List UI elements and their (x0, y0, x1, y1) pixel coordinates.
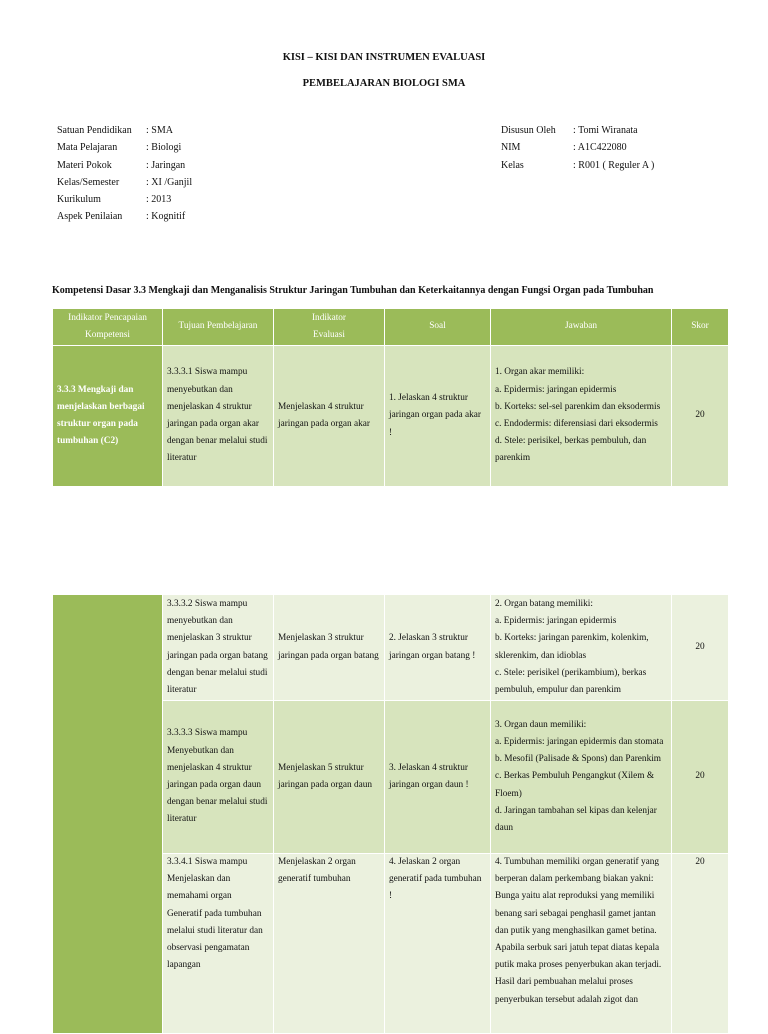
tujuan-cell: 3.3.3.1 Siswa mampu menyebutkan dan menjelaskan 4 struktur jaringan pada organ akar dengan benar melalui studi literatur (163, 346, 274, 487)
meta-label: Kelas/Semester (57, 176, 120, 188)
document-subtitle: PEMBELAJARAN BIOLOGI SMA (302, 78, 466, 89)
indikator-cell (53, 595, 163, 1034)
meta-value: : 2013 (146, 194, 172, 206)
skor-cell: 20 (672, 346, 729, 487)
meta-row (57, 191, 192, 208)
meta-value: : XI /Ganjil (146, 176, 193, 188)
meta-left (57, 122, 192, 226)
meta-row (57, 122, 192, 139)
meta-value: : Kognitif (146, 211, 186, 223)
evaluation-table (52, 308, 729, 487)
meta-value: : R001 ( Reguler A ) (573, 159, 655, 171)
meta-label: Disusun Oleh (501, 125, 556, 136)
jawaban-cell: 1. Organ akar memiliki: a. Epidermis: jaringan epidermis b. Korteks: sel-sel parenkim dan eksodermis c. Endodermis: diferensiasi dari eksodermis d. Stele: perisikel, berkas pembuluh, dan parenkim (491, 346, 672, 487)
meta-value: : Jaringan (146, 159, 186, 171)
meta-label: Kurikulum (57, 194, 101, 206)
header-indikator-pencapaian: Indikator Pencapaian Kompetensi (53, 309, 163, 346)
tujuan-cell: 3.3.3.3 Siswa mampu Menyebutkan dan menjelaskan 4 struktur jaringan pada organ daun dengan benar melalui studi literatur (163, 701, 274, 854)
meta-row (57, 139, 192, 156)
evaluasi-cell: Menjelaskan 4 struktur jaringan pada organ akar (274, 346, 385, 487)
meta-label: NIM (501, 142, 521, 154)
meta-label: Materi Pokok (57, 159, 112, 171)
jawaban-cell: 4. Tumbuhan memiliki organ generatif yang berperan dalam perkembang biakan yakni: Bunga yaitu alat reproduksi yang memiliki benang sari sebagai penghasil gamet jantan dan putik yang menghasilkan gamet betina. Apabila serbuk sari jatuh tepat diatas kepala putik maka proses penyerbukan akan terjadi. Hasil dari pembuahan melalui proses penyerbukan tersebut adalah zigot dan (491, 854, 672, 1034)
jawaban-cell: 2. Organ batang memiliki: a. Epidermis: jaringan epidermis b. Korteks: jaringan parenkim, kolenkim, sklerenkim, dan idioblas c. Stele: perisikel (perikambium), berkas pembuluh, empulur dan parenkim (491, 595, 672, 701)
meta-value: : Tomi Wiranata (573, 125, 638, 136)
meta-row (501, 122, 654, 139)
indikator-cell: 3.3.3 Mengkaji dan menjelaskan berbagai struktur organ pada tumbuhan (C2) (53, 346, 163, 487)
table-row (53, 346, 729, 487)
meta-right (501, 122, 654, 174)
soal-cell: 2. Jelaskan 3 struktur jaringan organ batang ! (385, 595, 491, 701)
soal-cell: 4. Jelaskan 2 organ generatif pada tumbuhan ! (385, 854, 491, 1034)
evaluasi-cell: Menjelaskan 3 struktur jaringan pada organ batang (274, 595, 385, 701)
skor-cell: 20 (672, 854, 729, 1034)
meta-label: Mata Pelajaran (57, 142, 118, 154)
header-skor: Skor (672, 309, 729, 346)
meta-row (57, 174, 192, 191)
meta-row (57, 208, 192, 225)
tujuan-cell: 3.3.4.1 Siswa mampu Menjelaskan dan memahami organ Generatif pada tumbuhan melalui studi literatur dan observasi pengamatan lapangan (163, 854, 274, 1034)
meta-row (501, 157, 654, 174)
skor-cell: 20 (672, 701, 729, 854)
header-soal: Soal (385, 309, 491, 346)
evaluasi-cell: Menjelaskan 2 organ generatif tumbuhan (274, 854, 385, 1034)
jawaban-cell: 3. Organ daun memiliki: a. Epidermis: jaringan epidermis dan stomata b. Mesofil (Palisade & Spons) dan Parenkim c. Berkas Pembuluh Pengangkut (Xilem & Floem) d. Jaringan tambahan sel kipas dan kelenjar daun (491, 701, 672, 854)
evaluasi-cell: Menjelaskan 5 struktur jaringan pada organ daun (274, 701, 385, 854)
soal-cell: 1. Jelaskan 4 struktur jaringan organ pada akar ! (385, 346, 491, 487)
tujuan-cell: 3.3.3.2 Siswa mampu menyebutkan dan menjelaskan 3 struktur jaringan pada organ batang dengan benar melalui studi literatur (163, 595, 274, 701)
table-header-row (53, 309, 729, 346)
meta-label: Kelas (501, 159, 524, 171)
header-indikator-evaluasi: Indikator Evaluasi (274, 309, 385, 346)
header-tujuan-pembelajaran: Tujuan Pembelajaran (163, 309, 274, 346)
soal-cell: 3. Jelaskan 4 struktur jaringan organ daun ! (385, 701, 491, 854)
meta-value: : A1C422080 (573, 142, 627, 154)
header-jawaban: Jawaban (491, 309, 672, 346)
kompetensi-dasar: Kompetensi Dasar 3.3 Mengkaji dan Menganalisis Struktur Jaringan Tumbuhan dan Keterkaitannya dengan Fungsi Organ pada Tumbuhan (52, 285, 654, 296)
meta-label: Aspek Penilaian (57, 211, 123, 223)
meta-label: Satuan Pendidikan (57, 125, 132, 136)
meta-row (501, 139, 654, 156)
skor-cell: 20 (672, 595, 729, 701)
meta-value: : Biologi (146, 142, 182, 154)
document-title: KISI – KISI DAN INSTRUMEN EVALUASI (282, 52, 486, 63)
meta-row (57, 157, 192, 174)
meta-value: : SMA (146, 125, 173, 136)
table-row (53, 595, 729, 701)
evaluation-table-continued (52, 594, 729, 1034)
